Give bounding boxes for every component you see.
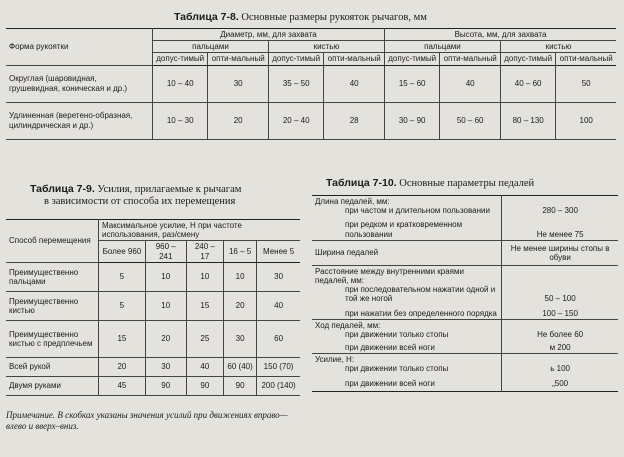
header-frequency: 240 – 17 [186,241,223,262]
param-heading: Усилие, Н: [315,355,355,365]
header-frequency: Более 960 [99,241,146,262]
cell-value: 40 [257,291,300,320]
cell-value: 30 [224,320,257,357]
cell-method: Преимущественно пальцами [6,262,99,291]
param-value: 100 – 150 [502,305,618,320]
param-label-row [312,375,502,392]
param-label: при последовательном нажатии одной и той же ногой [345,285,496,304]
table-caption: Усилия, прилагаемые к рычагам [94,184,242,195]
cell-value: 40 – 60 [500,65,555,102]
table-row [312,216,618,240]
cell-value: 45 [99,376,146,395]
cell-value: 200 (140) [257,376,300,395]
param-value: Не менее ширины стопы в обуви [502,240,618,265]
header-hand: кистью [268,41,384,53]
param-group-travel [312,319,502,340]
header-allowable: допус-тимый [500,53,555,65]
table-number: Таблица 7-9. [30,183,95,195]
table-7-9-title [30,183,241,208]
cell-value: 30 [208,65,269,102]
cell-value: 20 [208,102,269,139]
param-label: при частом и длительном пользовании [345,206,490,216]
cell-value: 30 [145,357,186,376]
table-row [6,357,300,376]
cell-value: 60 (40) [224,357,257,376]
param-heading: Ход педалей, мм: [315,320,381,330]
cell-value: 150 (70) [257,357,300,376]
table-row [312,196,618,217]
param-label: при нажатии без определенного порядка [345,308,497,318]
header-optimal: опти-мальный [208,53,269,65]
param-label: при движении всей ноги [345,378,435,388]
cell-value: 15 [99,320,146,357]
header-force: Максимальное усилие, Н при частоте использования, раз/смену [99,220,301,241]
cell-form: Округлая (шаровидная, грушевидная, коническая и др.) [6,65,153,102]
header-height: Высота, мм, для захвата [384,29,616,41]
cell-value: 10 – 40 [153,65,208,102]
header-frequency: 960 – 241 [145,241,186,262]
cell-value: 20 – 40 [268,102,323,139]
table-note: Примечание. В скобках указаны значения усилий при движениях вправо—влево и вверх–вниз. [6,410,288,431]
param-heading: Расстояние между внутренними краями педалей, мм: [315,266,464,285]
table-number: Таблица 7-8. [174,11,239,23]
cell-value: 25 [186,320,223,357]
param-group-distance [312,265,502,304]
table-caption: Основные параметры педалей [396,178,535,189]
cell-value: 50 [556,65,616,102]
table-row [6,291,300,320]
cell-value: 28 [324,102,385,139]
table-row [312,340,618,354]
table-number: Таблица 7-10. [326,177,397,189]
cell-value: 5 [99,262,146,291]
param-label: при движении только стопы [345,364,449,374]
param-group-force [312,354,502,375]
cell-value: 15 [186,291,223,320]
cell-value: 5 [99,291,146,320]
cell-method: Преимущественно кистью с предплечьем [6,320,99,357]
param-label: Ширина педалей [312,240,502,265]
param-value: Не более 60 [537,329,584,339]
cell-value: 30 [257,262,300,291]
cell-value: 35 – 50 [268,65,323,102]
header-allowable: допус-тимый [384,53,439,65]
header-frequency: 16 – 5 [224,241,257,262]
cell-value: 15 – 60 [384,65,439,102]
header-allowable: допус-тимый [153,53,208,65]
cell-value: 20 [224,291,257,320]
cell-value: 20 [145,320,186,357]
header-optimal: опти-мальный [556,53,616,65]
cell-method: Преимущественно кистью [6,291,99,320]
cell-value: 100 [556,102,616,139]
param-value: м 200 [502,340,618,354]
cell-form: Удлиненная (веретено-образная, цилиндрическая и др.) [6,102,153,139]
cell-value: 60 [257,320,300,357]
header-diameter: Диаметр, мм, для захвата [153,29,385,41]
table-row [312,240,618,265]
table-row [6,376,300,395]
header-form: Форма рукоятки [6,29,153,66]
table-7-8 [6,28,616,140]
table-7-10 [312,195,618,392]
header-hand: кистью [500,41,616,53]
header-allowable: допус-тимый [268,53,323,65]
table-row [6,65,616,102]
table-caption: Основные размеры рукояток рычагов, мм [238,12,427,23]
cell-value: 40 [186,357,223,376]
cell-value: 10 – 30 [153,102,208,139]
table-7-8-title [174,11,427,24]
table-row [6,102,616,139]
param-group-length [312,196,502,217]
param-value: Не менее 75 [502,216,618,240]
header-fingers: пальцами [384,41,500,53]
param-heading: Длина педалей, мм: [315,197,390,206]
table-7-9 [6,219,300,396]
cell-value: 90 [186,376,223,395]
cell-value: 90 [224,376,257,395]
param-label: при движении только стопы [345,329,449,339]
cell-value: 10 [145,291,186,320]
cell-value: 20 [99,357,146,376]
header-optimal: опти-мальный [440,53,501,65]
cell-value: 90 [145,376,186,395]
cell-value: 10 [224,262,257,291]
header-optimal: опти-мальный [324,53,385,65]
param-label-row [312,305,502,320]
cell-method: Двумя руками [6,376,99,395]
table-7-10-title [326,177,534,190]
table-caption-line2: в зависимости от способа их перемещения [44,196,236,208]
cell-value: 10 [186,262,223,291]
cell-value: 80 – 130 [500,102,555,139]
cell-value: 50 – 60 [440,102,501,139]
cell-value: 10 [145,262,186,291]
param-value: „500 [552,378,569,388]
param-value: 50 – 100 [544,294,576,304]
param-label: при движении всей ноги [345,343,435,353]
param-value: 280 – 300 [542,206,578,216]
table-row [312,375,618,392]
param-label-row [312,340,502,354]
cell-value: 40 [440,65,501,102]
header-frequency: Менее 5 [257,241,300,262]
cell-method: Всей рукой [6,357,99,376]
header-fingers: пальцами [153,41,269,53]
table-row [312,319,618,340]
cell-value: 40 [324,65,385,102]
param-label-row [312,216,502,240]
cell-value: 30 – 90 [384,102,439,139]
table-row [312,305,618,320]
param-label: при редком и кратковременном пользовании [345,220,463,239]
table-row [312,265,618,304]
table-row [6,262,300,291]
table-row [6,320,300,357]
header-method: Способ перемещения [6,220,99,263]
table-row [312,354,618,375]
param-value: ь 100 [550,364,570,374]
